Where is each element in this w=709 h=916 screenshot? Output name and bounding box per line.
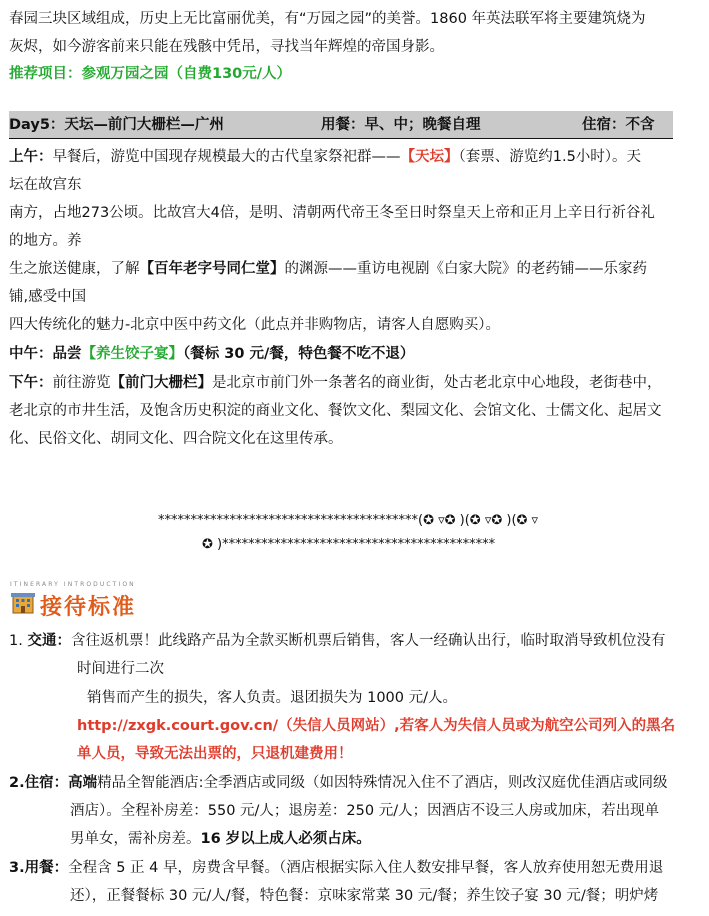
afternoon-line-2: 老北京的市井生活，及饱含历史积淀的商业文化、餐饮文化、梨园文化、会馆文化、士儒文化、起居文 <box>9 403 662 419</box>
meals-line-2: 还），正餐餐标 30 元/人/餐，特色餐：京味家常菜 30 元/餐；养生饺子宴 30 元/餐；明炉烤 <box>70 888 659 904</box>
day5-meals: 用餐：早、中；晚餐自理 <box>321 117 481 133</box>
morning-line-6: 铺,感受中国 <box>9 289 87 305</box>
noon-line <box>9 340 699 368</box>
section-caption: ITINERARY INTRODUCTION <box>10 581 136 588</box>
afternoon-line-1 <box>9 369 699 397</box>
lodging-highlight: 高端 <box>68 775 98 791</box>
morning-line-3: 南方，占地273公顷。比故宫大4倍，是明、清朝两代帝王冬至日时祭皇天上帝和正月上辛日行祈谷礼 <box>9 205 655 221</box>
tongrentang-highlight: 【百年老字号同仁堂】 <box>139 261 285 277</box>
morning-text-2: （套票、游览约1.5小时）。天 <box>458 149 642 165</box>
afternoon-line-3: 化、民俗文化、胡同文化、四合院文化在这里传承。 <box>9 431 343 447</box>
morning-line-5 <box>9 255 699 283</box>
noon-note: （餐标 30 元/餐，特色餐不吃不退） <box>183 346 415 362</box>
lodging-rule: 16 岁以上成人必须占床。 <box>200 831 371 847</box>
transport-line-3: 销售而产生的损失，客人负责。退团损失为 1000 元/人。 <box>87 690 458 706</box>
morning-line-7: 四大传统化的魅力-北京中医中药文化（此点并非购物店，请客人自愿购买）。 <box>9 317 500 333</box>
item-number: 2. <box>9 775 25 791</box>
recommend-item: 推荐项目：参观万园之园（自费130元/人） <box>9 66 292 82</box>
transport-label: 交通： <box>27 633 71 649</box>
transport-line-2: 时间进行二次 <box>77 661 164 677</box>
transport-text: 含往返机票！此线路产品为全款买断机票后销售，客人一经确认出行，临时取消导致机位没有 <box>70 633 666 649</box>
afternoon-text-2: 是北京市前门外一条著名的商业街，处古老北京中心地段，老街巷中， <box>212 375 662 391</box>
qianmen-highlight: 【前门大栅栏】 <box>110 375 212 391</box>
morning-text-5c: 的渊源——重访电视剧《白家大院》的老药铺——乐家药 <box>284 261 647 277</box>
lodging-line-2: 酒店）。全程补房差：550 元/人；退房差：250 元/人；因酒店不设三人房或加床，若出现单 <box>70 803 660 819</box>
transport-line-1 <box>9 627 699 655</box>
lodging-line-1 <box>9 769 699 797</box>
afternoon-label: 下午： <box>9 375 53 391</box>
star-divider-line-1: ****************************************(✪ ▿✪ )(✪ ▿✪ )(✪ ▿ <box>158 513 539 528</box>
morning-text-5a: 生之旅送健康，了解 <box>9 261 140 277</box>
tiantan-highlight: 【天坛】 <box>400 149 459 165</box>
morning-line-4: 的地方。养 <box>9 233 82 249</box>
star-divider-line-2: ✪ )****************************************** <box>202 537 496 552</box>
intro-line-1: 春园三块区域组成，历史上无比富丽优美，有“万园之园”的美誉。1860 年英法联军将主要建筑烧为 <box>9 11 646 27</box>
day5-stay: 住宿：不含 <box>582 117 655 133</box>
noon-label: 中午：品尝 <box>9 346 82 362</box>
item-number: 1. <box>9 633 23 649</box>
lodging-line-3 <box>70 825 700 853</box>
morning-label: 上午： <box>9 149 53 165</box>
hotel-icon <box>10 590 36 614</box>
lodging-text: 精品全智能酒店:全季酒店或同级（如因特殊情况入住不了酒店，则改汉庭优佳酒店或同级 <box>97 775 668 791</box>
lodging-text-3: 男单女，需补房差。 <box>70 831 201 847</box>
meals-label: 用餐： <box>24 860 69 876</box>
item-number: 3. <box>9 860 25 876</box>
dumpling-feast-highlight: 【养生饺子宴】 <box>81 346 183 362</box>
morning-line-1 <box>9 143 699 171</box>
lodging-label: 住宿： <box>24 775 69 791</box>
morning-line-2: 坛在故宫东 <box>9 177 82 193</box>
reception-standard-header <box>10 581 137 620</box>
court-link[interactable]: http://zxgk.court.gov.cn/（失信人员网站）,若客人为失信人员或为航空公司列入的黑名 <box>77 718 676 734</box>
day5-header <box>9 111 673 139</box>
meals-text: 全程含 5 正 4 早，房费含早餐。（酒店根据实际入住人数安排早餐，客人放弃使用恕无费用退 <box>68 860 664 876</box>
afternoon-text: 前往游览 <box>52 375 111 391</box>
meals-line-1 <box>9 854 699 882</box>
morning-text: 早餐后，游览中国现存规模最大的古代皇家祭祀群—— <box>52 149 401 165</box>
transport-warning: 单人员，导致无法出票的，只退机建费用！ <box>77 746 353 762</box>
day5-title: Day5：天坛—前门大栅栏—广州 <box>9 117 224 133</box>
intro-line-2: 灰烬，如今游客前来只能在残骸中凭吊，寻找当年辉煌的帝国身影。 <box>9 39 444 55</box>
section-title: 接待标准 <box>40 595 137 620</box>
